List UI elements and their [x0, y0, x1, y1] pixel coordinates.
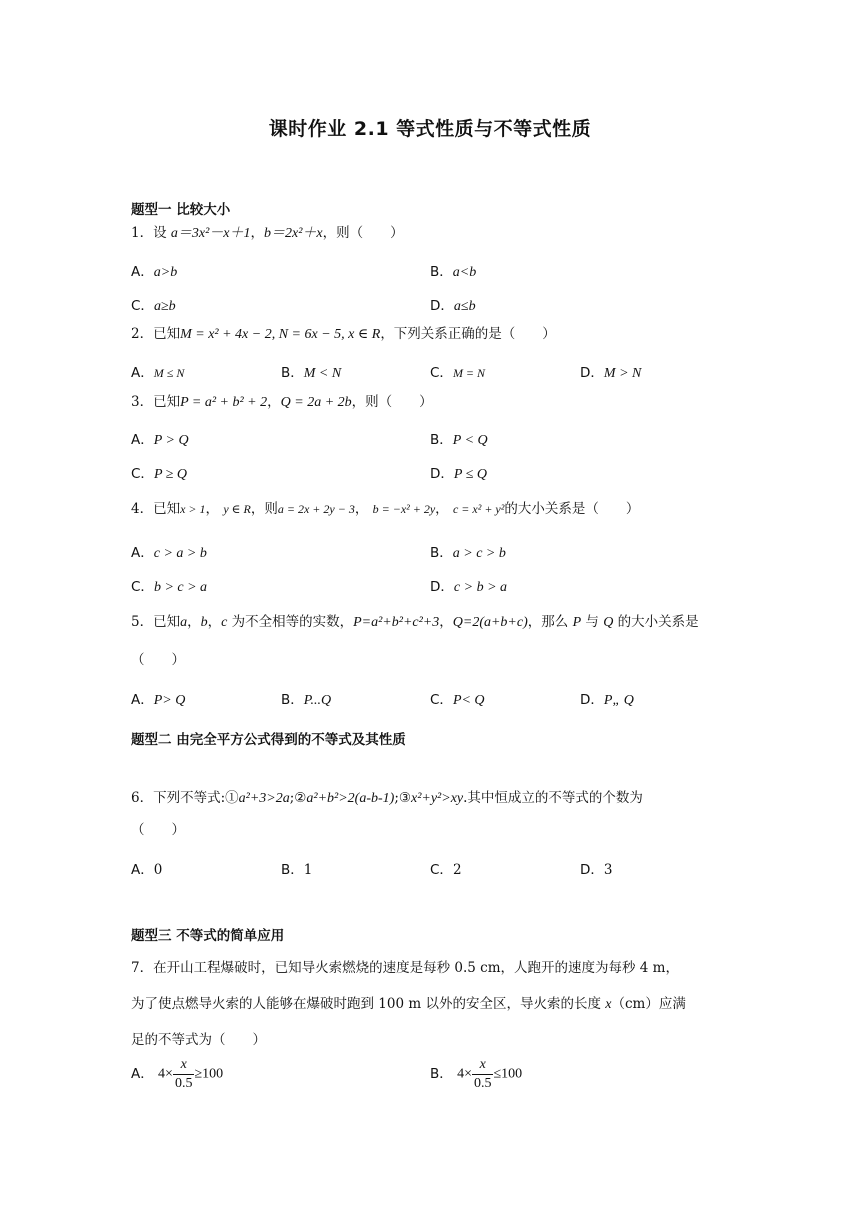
math-expr: a²+b²>2(a-b-1) — [306, 791, 395, 806]
question-1: 1．设 a＝3x²－x＋1，b＝2x²＋x，则（ ） — [131, 225, 404, 241]
math-expr: a = 2x + 2y − 3 — [277, 502, 355, 516]
q7-option-a[interactable]: A． 4× $\frac{x}{0.5}$ ≥100 — [131, 1057, 224, 1091]
question-5: 5．已知a，b，c 为不全相等的实数，P=a²+b²+c²+3，Q=2(a+b+c)，那么 P 与 Q 的大小关系是 — [131, 614, 699, 630]
q4-option-a[interactable]: A．c > a > b — [131, 545, 207, 561]
math-expr: y ∈ R — [223, 502, 251, 516]
math-expr: c = x² + y² — [452, 502, 505, 516]
q4-option-b[interactable]: B．a > c > b — [430, 545, 506, 561]
q4-option-d[interactable]: D．c > b > a — [430, 579, 508, 595]
section-heading-1: 题型一 比较大小 — [131, 202, 231, 218]
q6-option-a[interactable]: A．0 — [131, 862, 163, 878]
math-expr: a²+3>2a — [238, 791, 290, 806]
page-title: 课时作业 2.1 等式性质与不等式性质 — [268, 118, 592, 140]
math-expr: P=a²+b²+c²+3 — [353, 615, 440, 630]
q4-option-c[interactable]: C．b > c > a — [131, 579, 208, 595]
q6-option-b[interactable]: B．1 — [281, 862, 313, 878]
q5-option-a[interactable]: A．P> Q — [131, 692, 186, 708]
section-heading-2: 题型二 由完全平方公式得到的不等式及其性质 — [131, 732, 406, 748]
question-7-line-1: 7．在开山工程爆破时，已知导火索燃烧的速度是每秒 0.5 cm，人跑开的速度为每秒 4 m， — [131, 960, 679, 976]
question-2: 2．已知M = x² + 4x − 2, N = 6x − 5, x ∈ R，下列关系正确的是（ ） — [131, 326, 556, 342]
q2-option-d[interactable]: D．M > N — [580, 365, 642, 381]
math-expr: b = −x² + 2y — [372, 502, 436, 516]
q1-option-c[interactable]: C．a≥b — [131, 298, 176, 314]
q2-option-c[interactable]: C．M = N — [430, 365, 486, 381]
q5-option-d[interactable]: D．P„ Q — [580, 692, 634, 708]
q6-option-d[interactable]: D．3 — [580, 862, 613, 878]
math-expr: P = a² + b² + 2 — [180, 395, 268, 410]
question-6-paren: （ ） — [131, 822, 185, 838]
question-4: 4．已知x > 1， y ∈ R，则a = 2x + 2y − 3， b = −x² + 2y， c = x² + y²的大小关系是（ ） — [131, 501, 640, 517]
q1-option-a[interactable]: A．a>b — [131, 264, 178, 280]
q5-option-b[interactable]: B．P...Q — [281, 692, 332, 708]
q1-option-b[interactable]: B．a<b — [430, 264, 477, 280]
q3-option-a[interactable]: A．P > Q — [131, 432, 189, 448]
q3-option-b[interactable]: B．P < Q — [430, 432, 488, 448]
question-3: 3．已知P = a² + b² + 2，Q = 2a + 2b，则（ ） — [131, 394, 433, 410]
question-5-paren: （ ） — [131, 652, 185, 668]
q2-option-a[interactable]: A．M ≤ N — [131, 365, 185, 381]
question-6: 6．下列不等式:①a²+3>2a;②a²+b²>2(a-b-1);③x²+y²>xy.其中恒成立的不等式的个数为 — [131, 790, 643, 806]
q3-option-c[interactable]: C．P ≥ Q — [131, 466, 188, 482]
math-expr: Q = 2a + 2b — [280, 395, 352, 410]
q7-option-b[interactable]: B． 4× $\frac{x}{0.5}$ ≤100 — [430, 1057, 523, 1091]
q5-option-c[interactable]: C．P< Q — [430, 692, 485, 708]
q6-option-c[interactable]: C．2 — [430, 862, 462, 878]
math-expr: x > 1 — [180, 502, 206, 516]
math-expr: M = x² + 4x − 2, N = 6x − 5, x ∈ R — [180, 327, 381, 342]
math-expr: b＝2x²＋x — [264, 226, 323, 241]
q3-option-d[interactable]: D．P ≤ Q — [430, 466, 487, 482]
math-expr: x²+y²>xy — [410, 791, 464, 806]
question-7-line-2: 为了使点燃导火索的人能够在爆破时跑到 100 m 以外的安全区，导火索的长度 x（cm）应满 — [131, 996, 686, 1012]
fraction: $\frac{x}{0.5}$ — [473, 1057, 492, 1091]
math-expr: a＝3x²－x＋1 — [170, 226, 251, 241]
q1-option-d[interactable]: D．a≤b — [430, 298, 476, 314]
q2-option-b[interactable]: B．M < N — [281, 365, 342, 381]
section-heading-3: 题型三 不等式的简单应用 — [131, 928, 285, 944]
question-7-line-3: 足的不等式为（ ） — [131, 1032, 266, 1048]
fraction: $\frac{x}{0.5}$ — [174, 1057, 193, 1091]
math-expr: Q=2(a+b+c) — [452, 615, 528, 630]
